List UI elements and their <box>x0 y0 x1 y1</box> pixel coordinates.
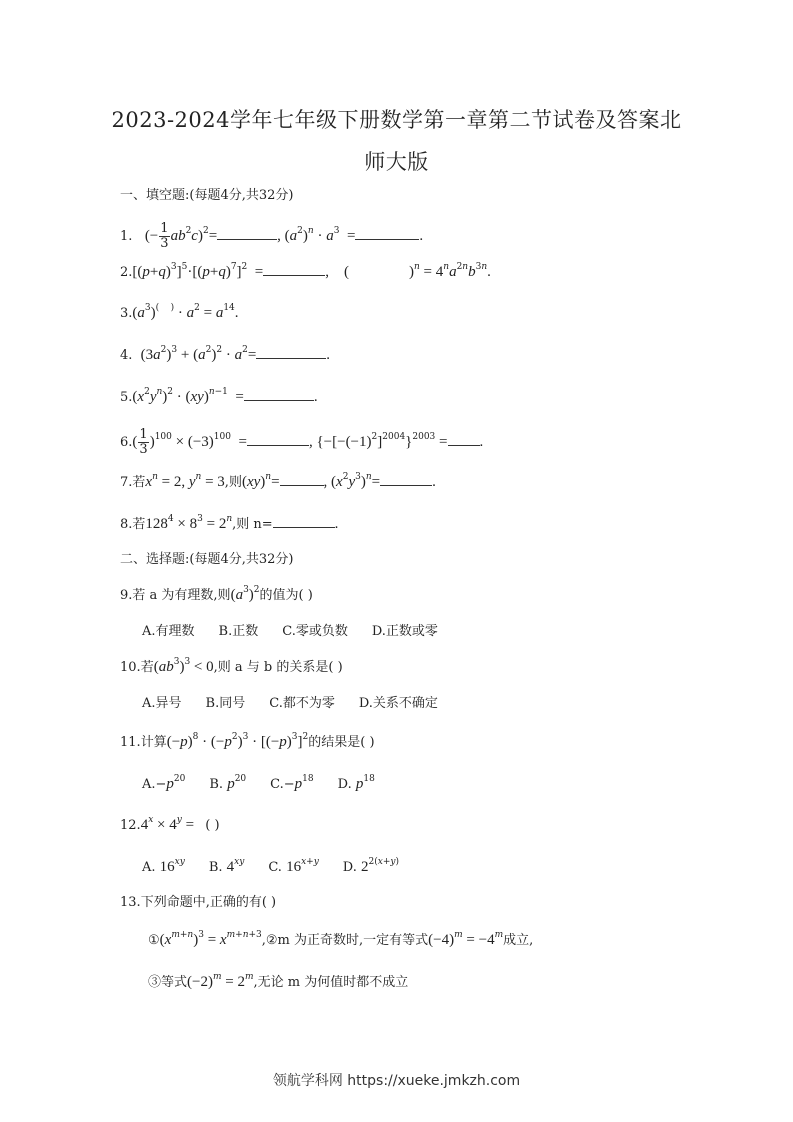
option-d[interactable]: D. $2^{2(x+y)}$ <box>342 857 400 875</box>
question-2: $2.[(p+q)^3]^5\cdot[(p+q)^7]^2$ = , ( )$^n = 4^na^{2n}b^{3n}$. <box>120 262 491 280</box>
question-12: $12.4^x \times 4^y$ = ( ) <box>120 815 220 833</box>
question-9: 9.若 a 为有理数,则$(a^3)^2$的值为( ) <box>120 585 313 603</box>
option-c[interactable]: C. $16^{x+y}$ <box>268 857 319 875</box>
option-d[interactable]: D. $p^{18}$ <box>337 774 375 792</box>
question-8: 8.若$128^4 \times 8^3 = 2^n$,则 n= . <box>120 514 339 532</box>
question-7: 7.若$x^n = 2$, $y^n = 3$,则(xy)$^n$= , $(x^2y^3)^n=$ . <box>120 472 436 490</box>
question-12-options <box>142 857 423 878</box>
question-13-item-3: ③等式$(-2)^m = 2^m$,无论 m 为何值时都不成立 <box>148 972 409 990</box>
option-b[interactable]: B.同号 <box>205 696 246 711</box>
question-13-item-1-2: $①(x^{m+n})^3$ = $x^{m+n+3},②m$ 为正奇数时,一定有等式$(-4)^m = -4^m$成立, <box>148 930 534 948</box>
option-c[interactable]: C.零或负数 <box>282 624 348 639</box>
question-5: $5.(x^2y^n)^2 \cdot (xy)^{n-1}$ = . <box>120 387 318 405</box>
page-title: 2023-2024学年七年级下册数学第一章第二节试卷及答案北 <box>111 108 682 132</box>
question-13: 13.下列命题中,正确的有( ) <box>120 895 277 910</box>
question-3: $3.(a^3)^{( )} \cdot a^2 = a^{14}$. <box>120 303 239 321</box>
option-b[interactable]: B. $p^{20}$ <box>209 774 247 792</box>
question-4: 4. $(3a^2)^3 + (a^2)^2 \cdot a^2=$ . <box>120 345 331 363</box>
footer-watermark: 领航学科网 https://xueke.jmkzh.com <box>272 1073 521 1089</box>
option-a[interactable]: $A.-p^{20}$ <box>142 774 186 792</box>
option-d[interactable]: D.关系不确定 <box>358 696 438 711</box>
section-heading-fill-in: 一、填空题:(每题4分,共32分) <box>120 188 294 203</box>
section-heading-choice: 二、选择题:(每题4分,共32分) <box>120 552 294 567</box>
option-c[interactable]: $C.-p^{18}$ <box>270 774 314 792</box>
option-b[interactable]: B. $4^{xy}$ <box>208 857 245 875</box>
option-d[interactable]: D.正数或零 <box>371 624 438 639</box>
question-10: 10.若$(ab^3)^3 < 0$,则 a 与 b 的关系是( ) <box>120 657 343 675</box>
option-b[interactable]: B.正数 <box>218 624 259 639</box>
question-6: 6.( $\frac{1}{3}$ )$^{100} \times (-3)^{100}$ = , $\{-[-(-1)^2]^{2004}\}^{2003}$ = . <box>120 427 484 457</box>
option-c[interactable]: C.都不为零 <box>269 696 335 711</box>
question-11-options <box>142 774 399 795</box>
option-a[interactable]: A.异号 <box>142 696 182 711</box>
question-10-options <box>142 694 462 714</box>
question-9-options <box>142 622 462 642</box>
question-1: 1. (− $\frac{1}{3}$ $ab^2c)^2=$ , $(a^2)^n \cdot a^3$ = . <box>120 221 424 251</box>
question-11: 11.计算$(-p)^8 \cdot (-p^2)^3 \cdot [(-p)^3]^2$的结果是( ) <box>120 732 375 750</box>
option-a[interactable]: A. $16^{xy}$ <box>142 857 185 875</box>
option-a[interactable]: A.有理数 <box>142 624 195 639</box>
page-title-line2: 师大版 <box>364 150 429 174</box>
